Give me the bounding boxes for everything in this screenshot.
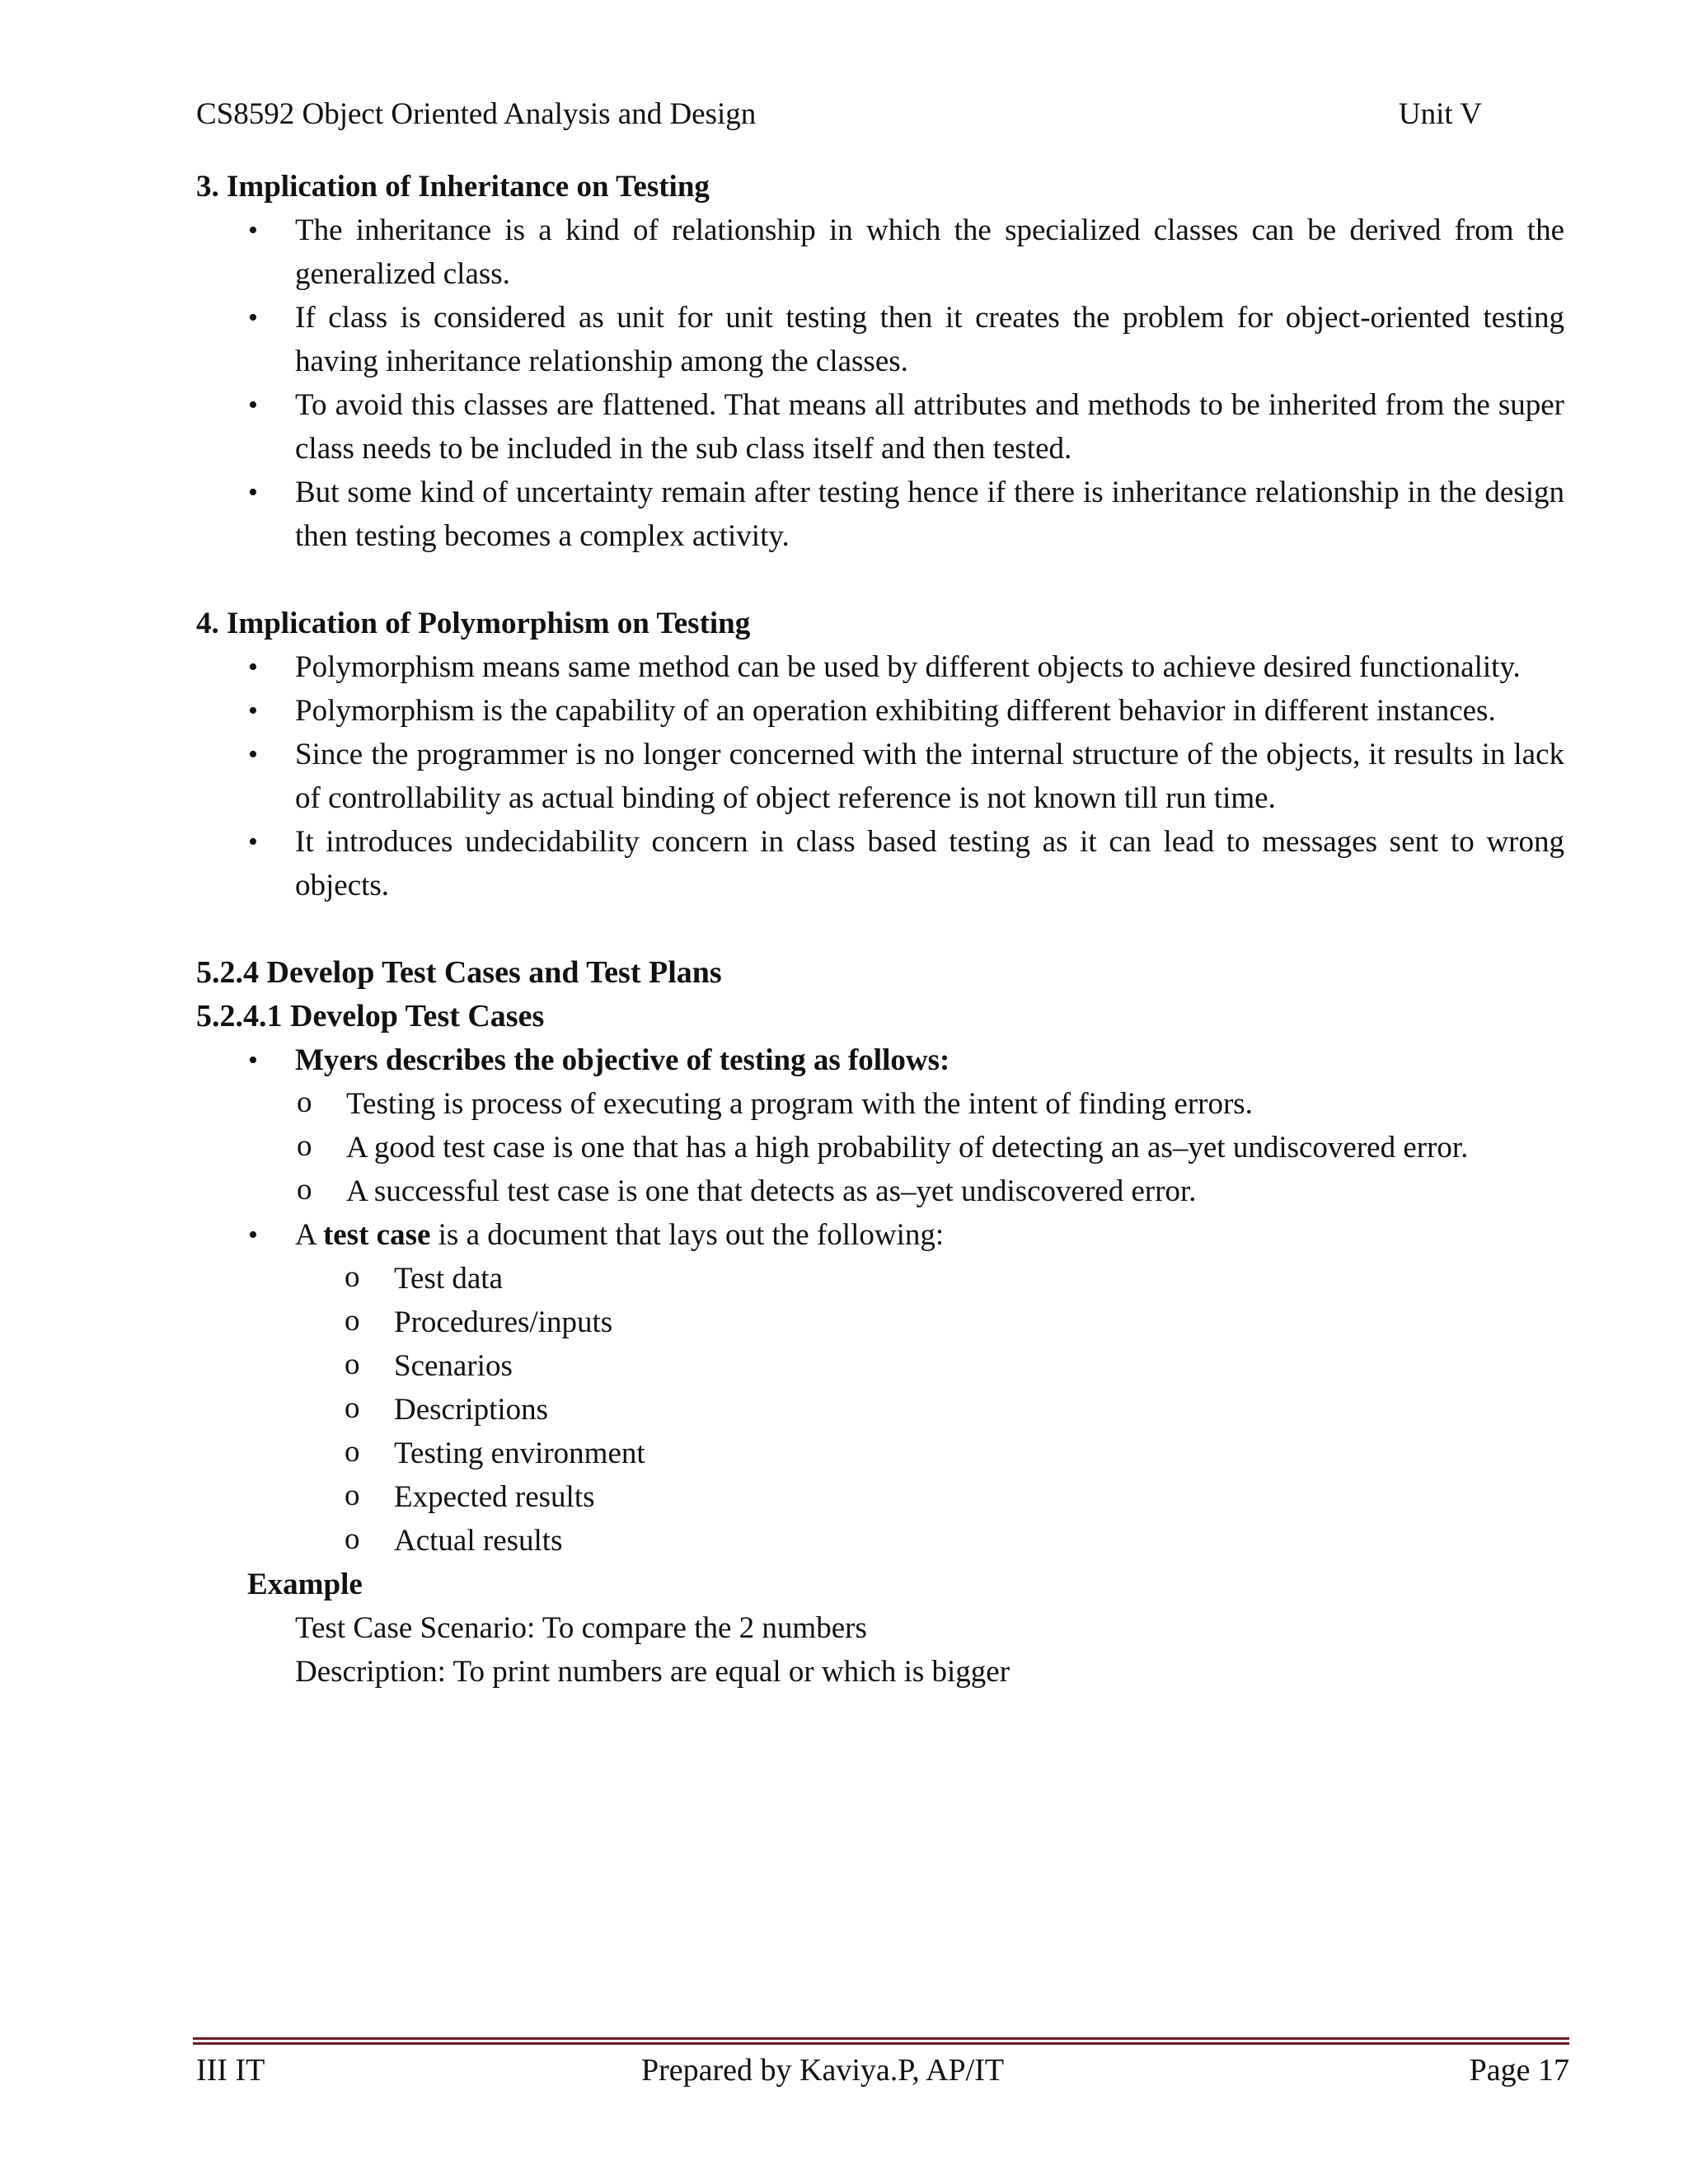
testcase-prefix: A [295,1218,323,1252]
list-item: • Since the programmer is no longer concerned with the internal structure of the objects, it results in lack of controllability as actual binding of object reference is not known till run time. [196,733,1564,820]
myers-points-wrapper [196,1082,1564,1213]
myers-points [295,1082,1564,1213]
list-item: o Testing environment [343,1432,1564,1475]
footer-author: Prepared by Kaviya.P, AP/IT [641,2053,1005,2088]
testcase-term: test case [322,1218,431,1252]
list-item: • Polymorphism is the capability of an operation exhibiting different behavior in different instances. [196,689,1564,733]
testcase-items [295,1257,1564,1563]
testcase-suffix: is a document that lays out the following: [430,1218,945,1252]
list-item: o A successful test case is one that detects as as–yet undiscovered error. [295,1169,1564,1213]
list-item: o Actual results [343,1519,1564,1563]
page-header [196,94,1482,135]
example-line: Description: To print numbers are equal or which is bigger [295,1655,1010,1689]
list-item: o Expected results [343,1475,1564,1519]
section-3-bullets [196,209,1564,558]
test-cases-bullets [196,1038,1564,1082]
list-item [196,1213,1564,1257]
example-label: Example [247,1568,363,1601]
page-footer [196,2047,1569,2093]
course-title: CS8592 Object Oriented Analysis and Design [196,97,757,131]
list-item: • To avoid this classes are flattened. That means all attributes and methods to be inherited from the super class needs to be included in the sub class itself and then tested. [196,383,1564,471]
list-item: o Testing is process of executing a program with the intent of finding errors. [295,1082,1564,1126]
list-item: • But some kind of uncertainty remain after testing hence if there is inheritance relationship in the design then testing becomes a complex activity. [196,471,1564,558]
list-item: o Procedures/inputs [343,1301,1564,1344]
section-5241-heading: 5.2.4.1 Develop Test Cases [196,999,545,1033]
myers-heading: Myers describes the objective of testing as follows: [295,1043,950,1077]
list-item: o Test data [343,1257,1564,1301]
page-number: Page 17 [1469,2053,1569,2088]
test-case-definition [196,1213,1564,1257]
list-item: o Descriptions [343,1388,1564,1432]
footer-divider [193,2037,1569,2045]
list-item [196,1038,1564,1082]
list-item: • It introduces undecidability concern in class based testing as it can lead to messages sent to wrong objects. [196,820,1564,907]
spacer [196,558,1564,602]
section-4-heading: 4. Implication of Polymorphism on Testing [196,607,751,640]
spacer [196,907,1564,951]
section-524-heading: 5.2.4 Develop Test Cases and Test Plans [196,955,722,990]
list-item: o A good test case is one that has a high probability of detecting an as–yet undiscovered error. [295,1126,1564,1169]
testcase-items-wrapper [196,1257,1564,1563]
section-4-bullets [196,645,1564,907]
unit-label: Unit V [1398,97,1482,131]
list-item: o Scenarios [343,1344,1564,1388]
document-body [196,165,1564,1694]
footer-class: III IT [196,2053,265,2088]
list-item: • If class is considered as unit for unit testing then it creates the problem for object-oriented testing having inheritance relationship among the classes. [196,296,1564,383]
section-3-heading: 3. Implication of Inheritance on Testing [196,170,710,204]
example-line: Test Case Scenario: To compare the 2 numbers [295,1611,867,1645]
example-lines [196,1606,1564,1694]
list-item: • Polymorphism means same method can be used by different objects to achieve desired functionality. [196,645,1564,689]
list-item: • The inheritance is a kind of relationship in which the specialized classes can be derived from the generalized class. [196,209,1564,296]
